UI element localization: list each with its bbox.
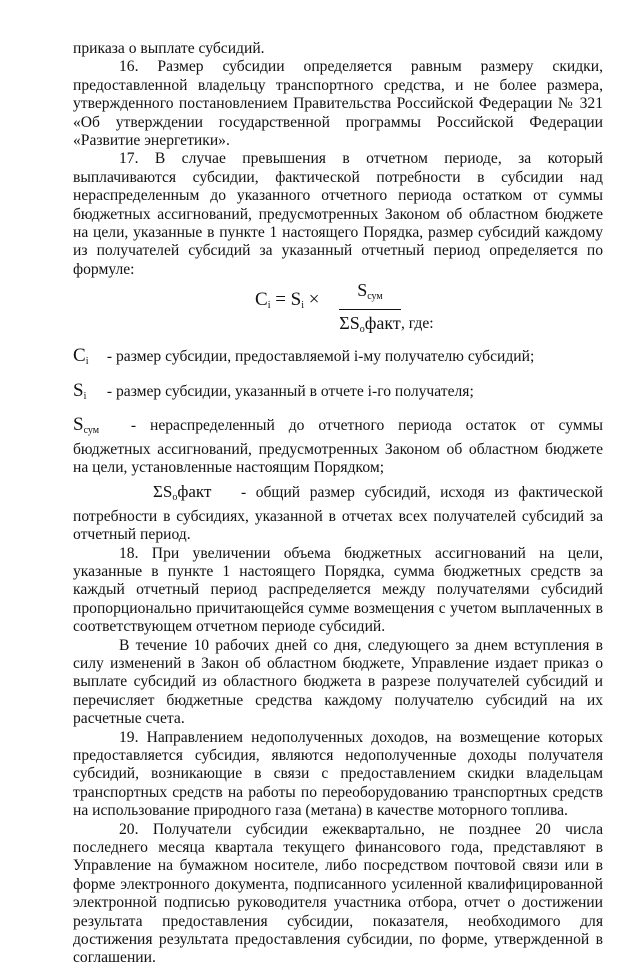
fraction-bar	[339, 309, 401, 310]
document-page	[73, 40, 603, 968]
symbol-si	[73, 379, 103, 406]
formula-numerator	[339, 279, 401, 308]
sym-sub: o	[172, 492, 178, 504]
formula-times: ×	[304, 289, 320, 311]
formula-fraction	[339, 279, 401, 341]
definition-ci-text: - размер субсидии, предоставляемой i-му получателю субсидий;	[103, 348, 535, 366]
definition-ssum-text: - нераспределенный до отчетного периода остаток от суммы бюджетных ассигнований, предусмотренных Законом об областном бюджете на цели, установленные настоящим Порядком;	[73, 417, 603, 476]
definition-ci	[73, 347, 603, 371]
paragraph-20: 20. Получатели субсидии ежеквартально, не позднее 20 числа последнего месяца квартала текущего финансового года, представляют в Управление на бумажном носителе, либо посредством почтовой связи или в форме электронного документа, подписанного усиленной квалифицированной электронной подписью руководителя участника отбора, отчет о достижении результата предоставления субсидии, показателя, необходимого для достижения результата предоставления субсидии, по форме, утвержденной в соглашении.	[73, 820, 603, 967]
paragraph-continuation: приказа о выплате субсидий.	[73, 40, 265, 57]
paragraph-19: 19. Направлением недополученных доходов, на возмещение которых предоставляется субсидия, являются недополученные доходы получателя субсидий, возникающие в связи с предоставлением скидки владельцам транспортных средств на работы по переоборудованию транспортных средств на использование природного газа (метана) в качестве моторного топлива.	[73, 728, 603, 820]
formula-num-s: S	[357, 280, 368, 301]
subsidy-formula	[73, 279, 603, 341]
sym-sub: i	[85, 356, 89, 368]
formula-den-tail: факт	[364, 313, 401, 334]
sym-s: S	[73, 379, 84, 401]
paragraph-16: 16. Размер субсидии определяется равным размеру скидки, предоставленной владельцу транспортного средства, и не более размера, утвержденного постановлением Правительства Российской Федерации № 321 «Об утверждении государственной программы Российской Федерации «Развитие энергетики».	[73, 58, 603, 150]
symbol-ci	[73, 347, 103, 371]
formula-sub: i	[301, 300, 305, 312]
sym-s: ΣS	[153, 482, 173, 502]
sym-tail: факт	[177, 482, 212, 502]
definition-ssum	[73, 416, 603, 477]
sym-s: S	[73, 414, 84, 436]
definition-sfact	[73, 483, 603, 544]
formula-s: = S	[270, 289, 302, 311]
symbol-ssum	[73, 416, 117, 440]
formula-den-s: ΣS	[339, 313, 360, 334]
paragraph-18: 18. При увеличении объема бюджетных ассигнований на цели, указанные в пункте 1 настоящего Порядка, сумма бюджетных средств за каждый отчетный период распределяется между получателями субсидий пропорционально причитающейся сумме возмещения с учетом выплаченных в соответствующем отчетном периоде субсидий.	[73, 544, 603, 636]
definition-sfact-text: - общий размер субсидий, исходя из фактической потребности в субсидиях, указанной в отчетах всех получателей субсидий за отчетный период.	[73, 484, 603, 544]
symbol-sfact	[113, 483, 211, 507]
formula-sub: i	[267, 300, 271, 312]
sym-c: C	[73, 345, 86, 367]
formula-denominator	[339, 312, 401, 341]
formula-num-sub: сум	[367, 291, 383, 303]
formula-where: , где:	[401, 315, 434, 333]
formula-c: C	[255, 289, 268, 311]
formula-lhs	[255, 291, 320, 315]
definition-si-text: - размер субсидии, указанный в отчете i-го получателя;	[103, 382, 474, 400]
definition-si	[73, 379, 603, 406]
formula-den-sub: o	[359, 324, 365, 336]
sym-sub: i	[83, 390, 87, 402]
paragraph-18-continued: В течение 10 рабочих дней со дня, следующего за днем вступления в силу изменений в Закон об областном бюджете, Управление издает приказ о выплате субсидий из областного бюджета в разрезе получателей субсидий и перечисляет бюджетные средства каждому получателю субсидий на их расчетные счета.	[73, 636, 603, 728]
sym-sub: сум	[83, 425, 100, 437]
paragraph-17: 17. В случае превышения в отчетном периоде, за который выплачиваются субсидии, фактической потребности в субсидии над нераспределенным до указанного отчетного периода остатком от суммы бюджетных ассигнований, предусмотренных Законом об областном бюджете на цели, указанные в пункте 1 настоящего Порядка, размер субсидий каждому из получателей субсидий за указанный отчетный период определяется по формуле:	[73, 150, 603, 278]
